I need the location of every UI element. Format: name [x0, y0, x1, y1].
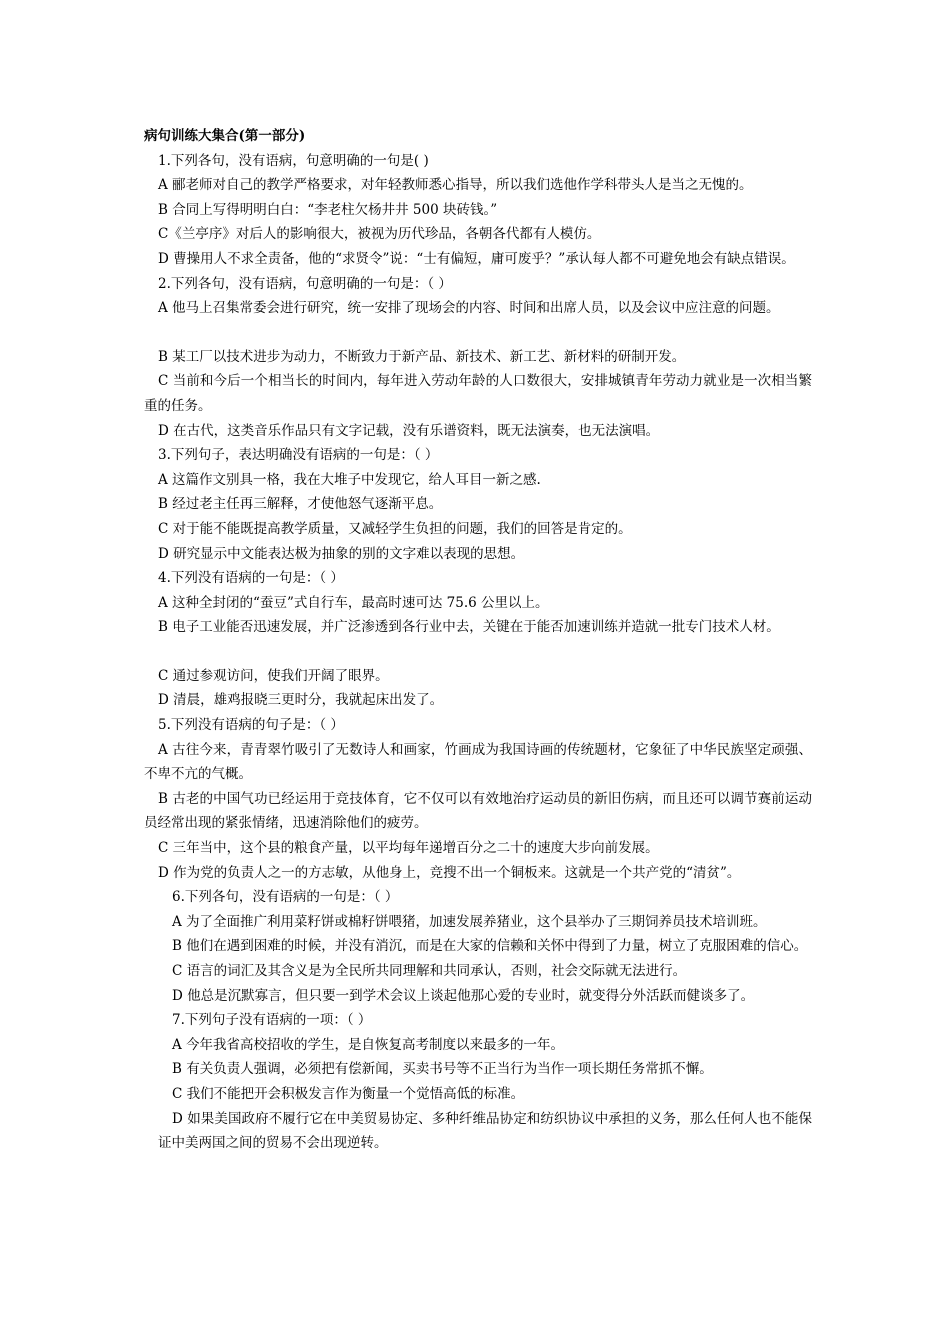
- option-c: C 对于能不能既提高教学质量，又减轻学生负担的问题，我们的回答是肯定的。: [158, 520, 632, 537]
- option-d: D 清晨，雄鸡报晓三更时分，我就起床出发了。: [158, 692, 444, 709]
- blank-line: [144, 640, 812, 664]
- option-b: B 他们在遇到困难的时候，并没有消沉，而是在大家的信赖和关怀中得到了力量，树立了克服困难的信心。: [172, 938, 808, 955]
- option-b: B 合同上写得明明白白：“李老柱欠杨井井 500 块砖钱。”: [158, 201, 498, 218]
- option-b: B 某工厂以技术进步为动力，不断致力于新产品、新技术、新工艺、新材料的研制开发。: [158, 348, 686, 365]
- option-b: B 电子工业能否迅速发展，并广泛渗透到各行业中去，关键在于能否加速训练并造就一批专门技术人材。: [158, 619, 780, 636]
- option-c: C 语言的词汇及其含义是为全民所共同理解和共同承认，否则，社会交际就无法进行。: [172, 963, 687, 979]
- option-b: B 经过老主任再三解释，才使他怒气逐渐平息。: [158, 496, 443, 513]
- question-3: [144, 443, 812, 566]
- option-b: B 古老的中国气功已经运用于竞技体育，它不仅可以有效地治疗运动员的新旧伤病，而且还可以调节赛前运动员经常出现的紧张情绪，迅速消除他们的疲劳。: [144, 790, 812, 832]
- question-stem: 7.下列句子没有语病的一项：（ ）: [172, 1012, 372, 1029]
- option-d: D 曹操用人不求全责备，他的“求贤令”说：“士有偏短，庸可废乎？”承认每人都不可避免地会有缺点错误。: [158, 250, 795, 267]
- option-a: A 古往今来，青青翠竹吸引了无数诗人和画家，竹画成为我国诗画的传统题材，它象征了中华民族坚定顽强、不卑不亢的气概。: [144, 741, 812, 783]
- question-stem: 6.下列各句，没有语病的一句是：（ ）: [172, 889, 399, 906]
- option-d: D 如果美国政府不履行它在中美贸易协定、多种纤维品协定和纺织协议中承担的义务，那么任何人也不能保证中美两国之间的贸易不会出现逆转。: [158, 1110, 812, 1152]
- question-7: [158, 1008, 812, 1156]
- question-stem: 3.下列句子，表达明确没有语病的一句是：（ ）: [158, 447, 439, 464]
- option-c: C 当前和今后一个相当长的时间内，每年进入劳动年龄的人口数很大，安排城镇青年劳动力就业是一次相当繁重的任务。: [144, 373, 812, 414]
- option-d: D 研究显示中文能表达极为抽象的别的文字难以表现的思想。: [158, 545, 525, 562]
- option-d: D 作为党的负责人之一的方志敏，从他身上，竞搜不出一个铜板来。这就是一个共产党的“清贫”。: [158, 864, 741, 881]
- option-a: A 这种全封闭的“蚕豆”式自行车，最高时速可达 75.6 公里以上。: [158, 594, 549, 611]
- document-body: [144, 124, 812, 1156]
- option-a: A 这篇作文别具一格，我在大堆子中发现它，给人耳目一新之感.: [158, 471, 541, 488]
- option-a: A 为了全面推广利用菜籽饼或棉籽饼喂猪，加速发展养猪业，这个县举办了三期饲养员技术培训班。: [172, 913, 767, 930]
- option-a: A 今年我省高校招收的学生，是自恢复高考制度以来最多的一年。: [172, 1036, 565, 1053]
- question-6: [158, 885, 812, 1008]
- option-c: C 通过参观访问，使我们开阔了眼界。: [158, 667, 389, 684]
- option-d: D 在古代，这类音乐作品只有文字记载，没有乐谱资料，既无法演奏，也无法演唱。: [158, 422, 660, 439]
- question-stem: 5.下列没有语病的句子是：（ ）: [158, 717, 344, 734]
- question-stem: 4.下列没有语病的一句是：（ ）: [158, 570, 344, 587]
- question-stem: 1.下列各句，没有语病，句意明确的一句是( ): [158, 152, 429, 169]
- question-4: [144, 566, 812, 713]
- option-c: C 三年当中，这个县的粮食产量，以平均每年递增百分之二十的速度大步向前发展。: [158, 840, 659, 857]
- question-stem: 2.下列各句，没有语病，句意明确的一句是：（ ）: [158, 275, 452, 292]
- option-c: C《兰亭序》对后人的影响很大，被视为历代珍品，各朝各代都有人模仿。: [158, 226, 601, 243]
- question-1: [144, 149, 812, 272]
- option-b: B 有关负责人强调，必须把有偿新闻，买卖书号等不正当行为当作一项长期任务常抓不懈。: [172, 1061, 713, 1078]
- document-title: 病句训练大集合(第一部分): [144, 128, 306, 144]
- option-a: A 他马上召集常委会进行研究，统一安排了现场会的内容、时间和出席人员，以及会议中应注意的问题。: [158, 300, 780, 317]
- option-d: D 他总是沉默寡言，但只要一到学术会议上谈起他那心爱的专业时，就变得分外活跃而健谈多了。: [172, 987, 755, 1004]
- option-a: A 郦老师对自己的教学严格要求，对年轻教师悉心指导，所以我们选他作学科带头人是当之无愧的。: [158, 177, 753, 194]
- option-c: C 我们不能把开会积极发言作为衡量一个觉悟高低的标准。: [172, 1085, 525, 1102]
- question-5: [144, 713, 812, 885]
- blank-line: [144, 321, 812, 345]
- question-2: [144, 272, 812, 444]
